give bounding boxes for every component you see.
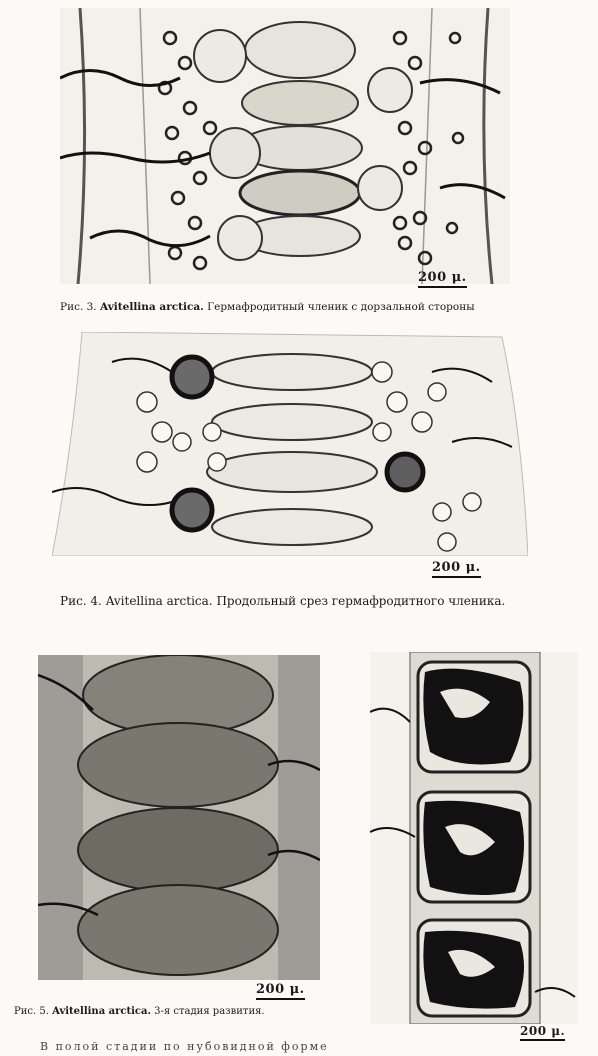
figure-4-scale-bar (432, 560, 481, 578)
body-text-fragment: В полой стадии по нубовидной форме (40, 1040, 329, 1053)
figure-5-scale-label: 200 μ. (256, 982, 305, 997)
figure-4-caption-species: Avitellina arctica. (105, 594, 213, 608)
figure-6-scale-label: 200 μ. (520, 1024, 566, 1038)
figure-3-scale-label: 200 μ. (418, 270, 467, 285)
figure-5-caption-species: Avitellina arctica. (52, 1006, 151, 1017)
figure-5-image (38, 655, 320, 980)
figure-4-caption (60, 594, 505, 608)
figure-5-scale-bar (256, 982, 305, 1000)
figure-5-caption-prefix: Рис. 5. (14, 1006, 49, 1017)
figure-6-scale-bar (520, 1024, 565, 1041)
figure-4-image (52, 332, 528, 556)
figure-6-image (370, 652, 578, 1024)
figure-4-caption-prefix: Рис. 4. (60, 594, 102, 608)
figure-4-scale-label: 200 μ. (432, 560, 481, 575)
figure-3-image (60, 8, 510, 284)
figure-4-caption-text: Продольный срез гермафродитного членика. (216, 594, 506, 608)
figure-5-caption-text: 3-я стадия развития. (154, 1006, 265, 1017)
figure-5-caption (14, 1006, 265, 1017)
figure-3-caption-prefix: Рис. 3. (60, 301, 97, 313)
figure-3-caption-species: Avitellina arctica. (99, 301, 204, 313)
figure-3-scale-bar (418, 270, 467, 288)
figure-3-caption (60, 301, 475, 313)
figure-3-caption-text: Гермафродитный членик с дорзальной стороны (207, 301, 475, 313)
